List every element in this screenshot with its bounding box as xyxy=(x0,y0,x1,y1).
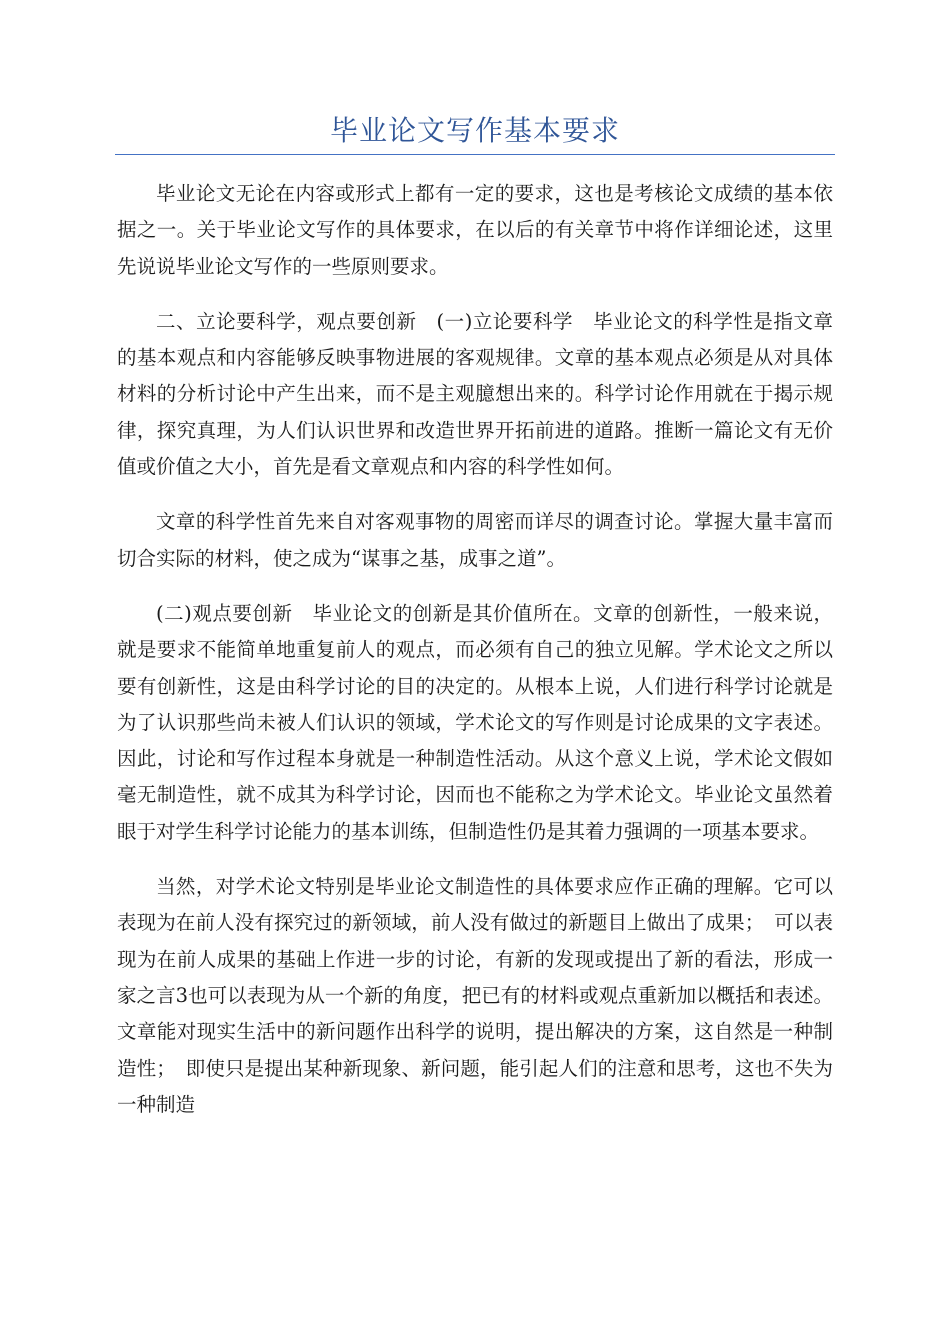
paragraph-intro: 毕业论文无论在内容或形式上都有一定的要求，这也是考核论文成绩的基本依据之一。关于毕业论文写作的具体要求，在以后的有关章节中将作详细论述，这里先说说毕业论文写作的一些原则要求。 xyxy=(117,182,833,278)
document-body xyxy=(117,176,833,1142)
document-title: 毕业论文写作基本要求 xyxy=(329,114,620,147)
paragraph-scientific: 二、立论要科学，观点要创新 (一)立论要科学 毕业论文的科学性是指文章的基本观点和内容能够反映事物进展的客观规律。文章的基本观点必须是从对具体材料的分析讨论中产生出来，而不是主观臆想出来的。科学讨论作用就在于揭示规律，探究真理，为人们认识世界和改造世界开拓前进的道路。推断一篇论文有无价值或价值之大小，首先是看文章观点和内容的科学性如何。 xyxy=(117,309,833,479)
paragraph-creativity: 当然，对学术论文特别是毕业论文制造性的具体要求应作正确的理解。它可以表现为在前人没有探究过的新领域，前人没有做过的新题目上做出了成果； 可以表现为在前人成果的基础上作进一步的讨论，有新的发现或提出了新的看法，形成一家之言3也可以表现为从一个新的角度，把已有的材料或观点重新加以概括和表述。文章能对现实生活中的新问题作出科学的说明，提出解决的方案，这自然是一种制造性； 即使只是提出某种新现象、新问题，能引起人们的注意和思考，这也不失为一种制造 xyxy=(117,875,833,1116)
title-underline xyxy=(115,154,835,155)
paragraph-innovation: (二)观点要创新 毕业论文的创新是其价值所在。文章的创新性，一般来说，就是要求不能简单地重复前人的观点，而必须有自己的独立见解。学术论文之所以要有创新性，这是由科学讨论的目的决定的。从根本上说，人们进行科学讨论就是为了认识那些尚未被人们认识的领域，学术论文的写作则是讨论成果的文字表述。因此，讨论和写作过程本身就是一种制造性活动。从这个意义上说，学术论文假如毫无制造性，就不成其为科学讨论，因而也不能称之为学术论文。毕业论文虽然着眼于对学生科学讨论能力的基本训练，但制造性仍是其着力强调的一项基本要求。 xyxy=(117,601,833,843)
paragraph-investigation: 文章的科学性首先来自对客观事物的周密而详尽的调查讨论。掌握大量丰富而切合实际的材料，使之成为“谋事之基，成事之道”。 xyxy=(117,510,833,570)
